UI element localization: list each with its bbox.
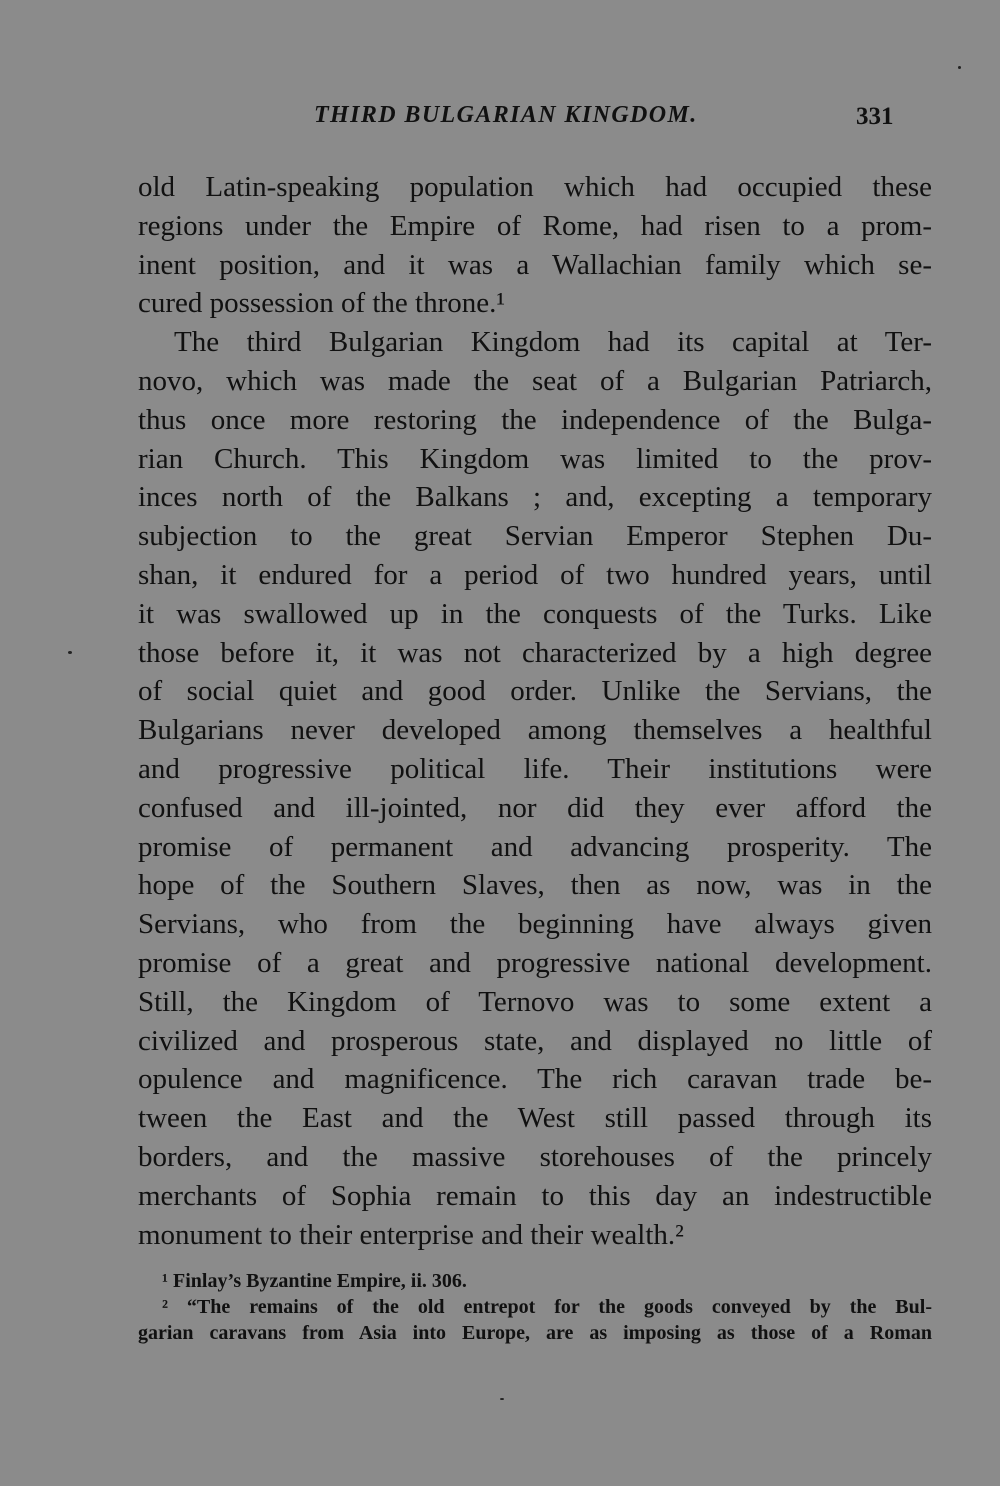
text-line-15: Bulgarians never developed among themselves a healthful [138,714,932,747]
scan-speck-mark [500,1398,504,1400]
running-head [0,102,1000,142]
footnotes-block [138,1268,932,1346]
text-line-20: Servians, who from the beginning have always given [138,908,932,941]
text-line-27: merchants of Sophia remain to this day an indestructible [138,1179,932,1212]
text-line-5: The third Bulgarian Kingdom had its capital at Ter- [174,326,932,359]
text-line-12: it was swallowed up in the conquests of the Turks. Like [138,597,932,630]
text-line-14: of social quiet and good order. Unlike the Servians, the [138,675,932,708]
text-line-2: regions under the Empire of Rome, had risen to a prom- [138,209,932,242]
chapter-running-title: THIRD BULGARIAN KINGDOM. [314,102,698,128]
text-line-4: cured possession of the throne.¹ [138,287,506,320]
text-line-28: monument to their enterprise and their wealth.² [138,1218,684,1251]
text-line-22: Still, the Kingdom of Ternovo was to some extent a [138,985,932,1018]
text-line-10: subjection to the great Servian Emperor Stephen Du- [138,520,932,553]
main-text-block [138,168,932,1254]
text-line-11: shan, it endured for a period of two hundred years, until [138,558,932,591]
scan-speck-mark [68,651,72,654]
text-line-23: civilized and prosperous state, and displayed no little of [138,1024,932,1057]
text-line-21: promise of a great and progressive national development. [138,946,932,979]
footnote-line-2: ² “The remains of the old entrepot for the goods conveyed by the Bul- [162,1296,932,1318]
page-number: 331 [856,103,894,130]
text-line-18: promise of permanent and advancing prosperity. The [138,830,932,863]
text-line-9: inces north of the Balkans ; and, excepting a temporary [138,481,932,514]
text-line-16: and progressive political life. Their institutions were [138,752,932,785]
text-line-3: inent position, and it was a Wallachian family which se- [138,248,932,281]
text-line-26: borders, and the massive storehouses of the princely [138,1140,932,1173]
text-line-13: those before it, it was not characterized by a high degree [138,636,932,669]
text-line-6: novo, which was made the seat of a Bulgarian Patriarch, [138,364,932,397]
text-line-8: rian Church. This Kingdom was limited to the prov- [138,442,932,475]
text-line-19: hope of the Southern Slaves, then as now, was in the [138,869,932,902]
footnote-line-1: ¹ Finlay’s Byzantine Empire, ii. 306. [162,1270,467,1292]
text-line-1: old Latin-speaking population which had occupied these [138,171,932,203]
text-line-17: confused and ill-jointed, nor did they ever afford the [138,791,932,824]
scan-speck-mark [958,66,961,69]
footnote-line-3: garian caravans from Asia into Europe, are as imposing as those of a Roman [138,1322,932,1344]
text-line-24: opulence and magnificence. The rich caravan trade be- [138,1063,932,1096]
text-line-7: thus once more restoring the independence of the Bulga- [138,403,932,436]
text-line-25: tween the East and the West still passed through its [138,1102,932,1135]
